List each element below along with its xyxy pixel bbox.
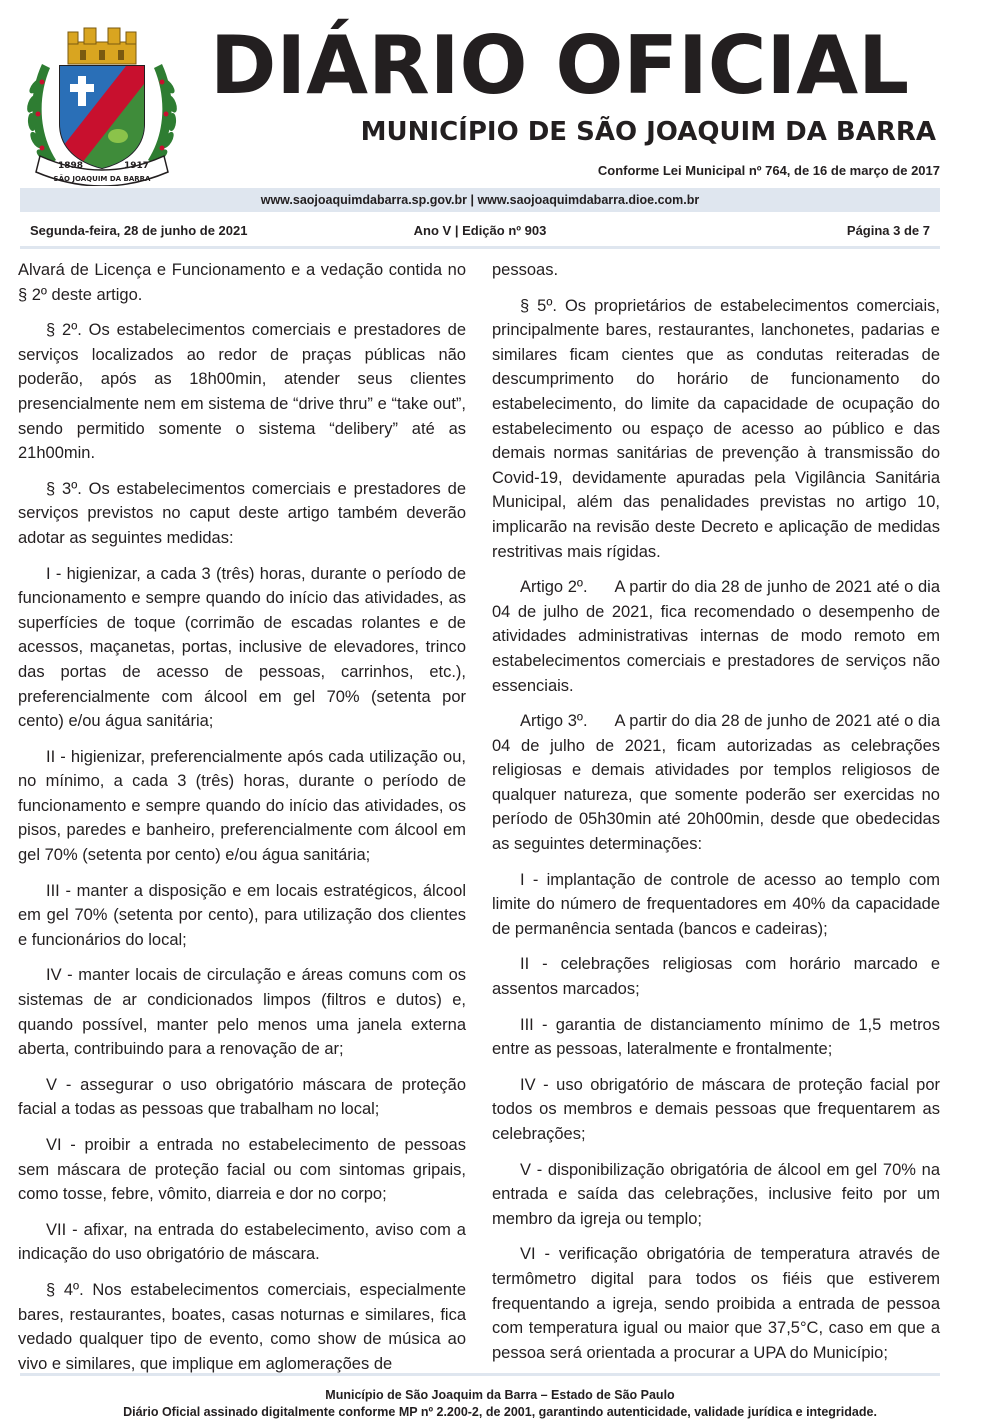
paragraph: Artigo 3º. A partir do dia 28 de junho de 2021 até o dia 04 de julho de 2021, ficam autorizadas as celebrações religiosas e demais atividades por templos religiosos de qualquer natureza, que somente poderão ser exercidas no período de 05h30min até 20h00min, desde que obedecidas as seguintes determinações: — [492, 712, 945, 854]
paragraph: III - manter a disposição e em locais estratégicos, álcool em gel 70% (setenta por cento), para utilização dos clientes e funcionários do local; — [18, 881, 466, 949]
paragraph: Artigo 2º. A partir do dia 28 de junho de 2021 até o dia 04 de julho de 2021, fica recomendado o desempenho de atividades administrativas internas de modo remoto em estabelecimentos comerciais e prestadores de serviços não essenciais. — [492, 578, 945, 695]
footer-divider — [20, 1373, 940, 1376]
paragraph: VI - proibir a entrada no estabelecimento de pessoas sem máscara de proteção facial ou com sintomas gripais, como tosse, febre, vômito, diarreia e dor no corpo; — [18, 1136, 466, 1204]
edition-number: Ano V | Edição nº 903 — [413, 223, 547, 238]
page-number: Página 3 de 7 — [846, 223, 930, 238]
paragraph: VI - verificação obrigatória de temperatura através de termômetro digital para todos os fiéis que estiverem frequentando a igreja, sendo proibida a entrada de pessoa com temperatura igual ou maior que 37,5°C, caso em que a pessoa será orientada a procurar a UPA do Município; — [492, 1245, 940, 1362]
paragraph: V - disponibilização obrigatória de álcool em gel 70% na entrada e saída das celebrações, inclusive feito por um membro da igreja ou templo; — [492, 1160, 940, 1228]
paragraph: III - garantia de distanciamento mínimo de 1,5 metros entre as pessoas, lateralmente e frontalmente; — [492, 1015, 940, 1059]
paragraph: § 4º. Nos estabelecimentos comerciais, especialmente bares, restaurantes, boates, casas noturnas e similares, fica vedado qualquer tipo de evento, como show de música ao vivo e similares, que implique em aglomerações de — [18, 1280, 466, 1373]
paragraph: I - implantação de controle de acesso ao templo com limite do número de frequentadores em 40% da capacidade de permanência sentada (bancos e cadeiras); — [492, 870, 940, 938]
paragraph: Alvará de Licença e Funcionamento e a vedação contida no § 2º deste artigo. — [18, 261, 466, 304]
website-links-bar[interactable]: www.saojoaquimdabarra.sp.gov.br | www.saojoaquimdabarra.dioe.com.br — [20, 188, 940, 212]
paragraph: § 5º. Os proprietários de estabelecimentos comerciais, principalmente bares, restaurantes, lanchonetes, padarias e similares ficam cientes que as condutas reiteradas de descumprimento do horário de funcionamento do estabelecimento, do limite da capacidade de ocupação do estabelecimento ou espaço de acesso ao público e das demais normas sanitárias de prevenção à transmissão do Covid-19, devidamente apuradas pela Vigilância Sanitária Municipal, além das penalidades previstas no artigo 10, implicarão na revisão deste Decreto e aplicação de medidas restritivas mais rígidas. — [492, 296, 940, 561]
footer-signature-notice: Diário Oficial assinado digitalmente conforme MP nº 2.200-2, de 2001, garantindo autenticidade, validade jurídica e integridade. — [123, 1405, 877, 1419]
paragraph: II - higienizar, preferencialmente após cada utilização ou, no mínimo, a cada 3 (três) horas, durante o período de funcionamento e sempre quando do início das atividades, os pisos, paredes e banheiro, preferencialmente com álcool em gel 70% (setenta por cento) e/ou água sanitária; — [18, 747, 466, 865]
page-title: DIÁRIO OFICIAL — [210, 19, 910, 112]
paragraph: pessoas. — [492, 261, 559, 279]
footer-municipality: Município de São Joaquim da Barra – Estado de São Paulo — [325, 1388, 675, 1402]
paragraph: IV - manter locais de circulação e áreas comuns com os sistemas de ar condicionados limpos (filtros e dutos) e, quando possível, manter pelo menos uma janela externa aberta, contribuindo para a renovação de ar; — [18, 966, 466, 1059]
paragraph: § 3º. Os estabelecimentos comerciais e prestadores de serviços previstos no caput deste artigo também deverão adotar as seguintes medidas: — [18, 479, 466, 547]
right-column — [492, 258, 945, 1376]
paragraph: IV - uso obrigatório de máscara de proteção facial por todos os membros e demais pessoas que frequentarem as celebrações; — [492, 1075, 940, 1143]
paragraph: V - assegurar o uso obrigatório máscara de proteção facial a todas as pessoas que trabalham no local; — [18, 1075, 466, 1119]
crest-year-right: 1917 — [124, 161, 150, 171]
paragraph: II - celebrações religiosas com horário marcado e assentos marcados; — [492, 955, 940, 999]
paragraph: I - higienizar, a cada 3 (três) horas, durante o período de funcionamento e sempre quando do início das atividades, as superfícies de toque (corrimão de escadas rolantes e de acessos, maçanetas, portas, inclusive de elevadores, trinco das portas de acesso de pessoas, carrinhos, etc.), preferencialmente com álcool em gel 70% (setenta por cento) e/ou água sanitária; — [18, 564, 466, 731]
left-column — [18, 258, 466, 1387]
paragraph: § 2º. Os estabelecimentos comerciais e prestadores de serviços localizados ao redor de praças públicas não poderão, após as 18h00min, atender seus clientes presencialmente nem em sistema de “drive thru” e “take out”, sendo permitido somente o sistema “delibery” até as 21h00min. — [18, 321, 466, 463]
edition-info-bar — [30, 222, 930, 240]
header-divider — [20, 246, 940, 249]
paragraph: VII - afixar, na entrada do estabelecimento, aviso com a indicação do uso obrigatório de máscara. — [18, 1220, 466, 1264]
law-reference: Conforme Lei Municipal nº 764, de 16 de março de 2017 — [597, 163, 940, 178]
municipality-name: MUNICÍPIO DE SÃO JOAQUIM DA BARRA — [360, 117, 936, 147]
crest-year-left: 1898 — [58, 161, 84, 171]
crest-ribbon-text: SÃO JOAQUIM DA BARRA — [53, 175, 151, 183]
coat-of-arms-icon — [22, 24, 182, 186]
municipal-coat-of-arms — [22, 24, 182, 186]
publication-date: Segunda-feira, 28 de junho de 2021 — [30, 223, 248, 238]
